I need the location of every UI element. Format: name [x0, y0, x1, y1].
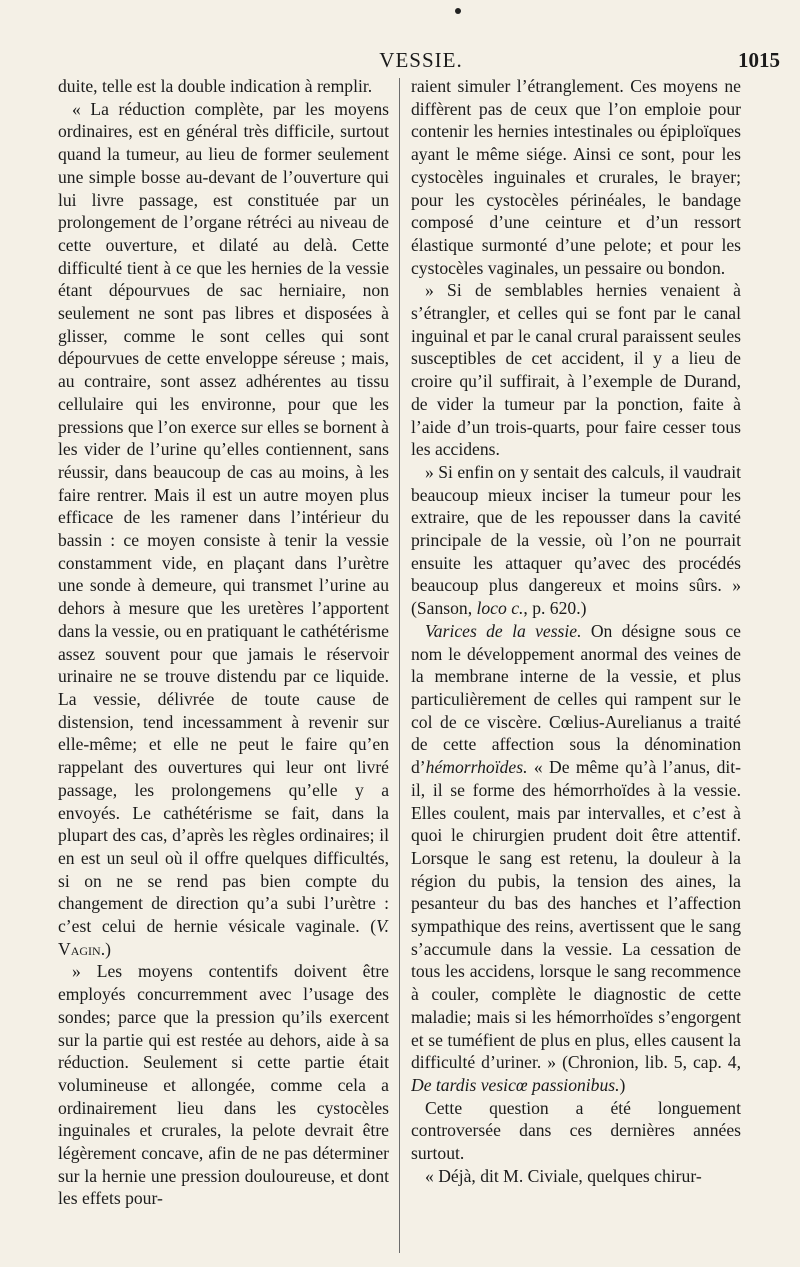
paragraph-text: On désigne sous ce nom le développement anormal des veines de la membrane interne de la vessie, et plus particulièrement de celles qui rampent sur le col de ce viscère. Cœlius-Aurelianus a traité de cette affection sous la dénomination d’	[411, 620, 741, 778]
right-column	[411, 75, 741, 1255]
cross-reference-target: Vagin	[58, 938, 101, 959]
cross-reference: V.	[376, 916, 389, 937]
paragraph: Cette question a été longuement controversée dans ces dernières années surtout.	[411, 1097, 741, 1164]
paragraph: » Les moyens contentifs doivent être employés concurremment avec l’usage des sondes; parce que la pression qu’ils exercent sur la partie qui est restée au dehors, aide à sa réduction. Seulement si cette partie était volumineuse et allongée, comme cela a ordinairement lieu dans les cystocèles inguinales et crurales, la pelote devrait être légèrement concave, afin de ne pas déterminer sur la hernie une pression douloureuse, et dont les effets pour-	[58, 961, 389, 1209]
paragraph	[411, 620, 741, 1097]
running-title: VESSIE.	[379, 48, 463, 72]
column-divider	[399, 78, 400, 1253]
left-column	[58, 75, 389, 1255]
paragraph: duite, telle est la double indication à remplir.	[58, 76, 373, 96]
section-title: Varices de la vessie.	[425, 620, 582, 641]
paragraph-text: » Si enfin on y sentait des calculs, il vaudrait beaucoup mieux inciser la tumeur pour les extraire, que de les repousser dans la cavité principale de la vessie, où l’on ne pourrait ensuite les attaquer qu’avec des procédés beaucoup plus dangereux et moins sûrs. » (Sanson,	[411, 461, 741, 619]
page-header	[56, 44, 786, 74]
paragraph: » Si de semblables hernies venaient à s’étrangler, et celles qui se font par le canal inguinal et par le canal crural paraissent seules susceptibles de cet accident, il y a lieu de croire qu’il suffirait, à l’exemple de Durand, de vider la tumeur par la ponction, faite à l’aide d’un trois-quarts, pour faire cesser tous les accidens.	[411, 280, 741, 460]
citation-italic: De tardis vesicœ passionibus.	[411, 1074, 620, 1095]
paragraph	[411, 461, 741, 620]
paragraph-text: )	[619, 1074, 626, 1095]
ink-dot	[455, 8, 461, 14]
page-number: 1015	[738, 48, 780, 72]
paragraph-text: « De même qu’à l’anus, dit-il, il se forme des hémorrhoïdes à la vessie. Elles coulent, mais par intervalles, et c’est à quoi le chirurgien prudent doit être attentif. Lorsque le sang est retenu, la douleur à la région du pubis, la tension des aines, la pesanteur du bas des hanches et l’affection sympathique des reins, avertissent que le sang s’accumule dans la vessie. La cessation de tous les accidens, lorsque le sang recommence à couler, complète le diagnostic de cette maladie; mais si les hémorrhoïdes s’engorgent et se tuméfient de plus en plus, elles causent la difficulté d’uriner. » (Chronion, lib. 5, cap. 4,	[411, 757, 741, 1073]
paragraph	[58, 98, 389, 961]
paragraph: raient simuler l’étranglement. Ces moyens ne diffèrent pas de ceux que l’on emploie pour contenir les hernies intestinales ou épiploïques ayant le même siége. Ainsi ce sont, pour les cystocèles inguinales et crurales, le brayer; pour les cystocèles périnéales, le bandage composé d’une ceinture et d’un ressort élastique surmonté d’une pelote; et pour les cystocèles vaginales, un pessaire ou bondon.	[411, 76, 741, 278]
term-italic: hémorrhoïdes.	[425, 757, 528, 778]
paragraph-text: .)	[100, 938, 111, 959]
citation-italic: loco c.	[476, 598, 524, 619]
paragraph-text: « La réduction complète, par les moyens ordinaires, est en général très difficile, surtout quand la tumeur, au lieu de former seulement une simple bosse au-devant de l’ouverture qui lui livre passage, est constituée par un prolongement de l’organe rétréci au niveau de cette ouverture, et dilaté au delà. Cette difficulté tient à ce que les hernies de la vessie étant dépourvues de sac herniaire, non seulement ne sont pas libres et disposées à glisser, comme le sont celles qui sont dépourvues de cette enveloppe séreuse ; mais, au contraire, sont assez adhérentes au tissu cellulaire qui les environne, pour que les pressions que l’on exerce sur elles se bornent à les vider de l’urine qu’elles contiennent, sans réussir, dans beaucoup de cas au moins, à les faire rentrer. Mais il est un autre moyen plus efficace de les ramener dans l’intérieur du bassin : ce moyen consiste à tenir la vessie constamment vide, en plaçant dans l’urètre une sonde à demeure, qui transmet l’urine au dehors à mesure que les uretères l’apportent dans la vessie, ou en pratiquant le cathétérisme assez souvent pour que jamais le réservoir urinaire ne se trouve distendu par ce liquide. La vessie, délivrée de toute cause de distension, tend incessamment à revenir sur elle-même; et elle ne peut le faire qu’en rappelant des ouvertures qui leur ont livré passage, les prolongemens qu’elle y a envoyés. Le cathétérisme se fait, dans la plupart des cas, d’après les règles ordinaires; il en est un seul où il offre quelques difficultés, si on ne se rend pas bien compte du changement de direction qu’a subi l’urètre : c’est celui de hernie vésicale vaginale. (	[58, 98, 389, 937]
paragraph: « Déjà, dit M. Civiale, quelques chirur-	[425, 1165, 702, 1186]
paragraph-text: , p. 620.)	[523, 598, 587, 619]
